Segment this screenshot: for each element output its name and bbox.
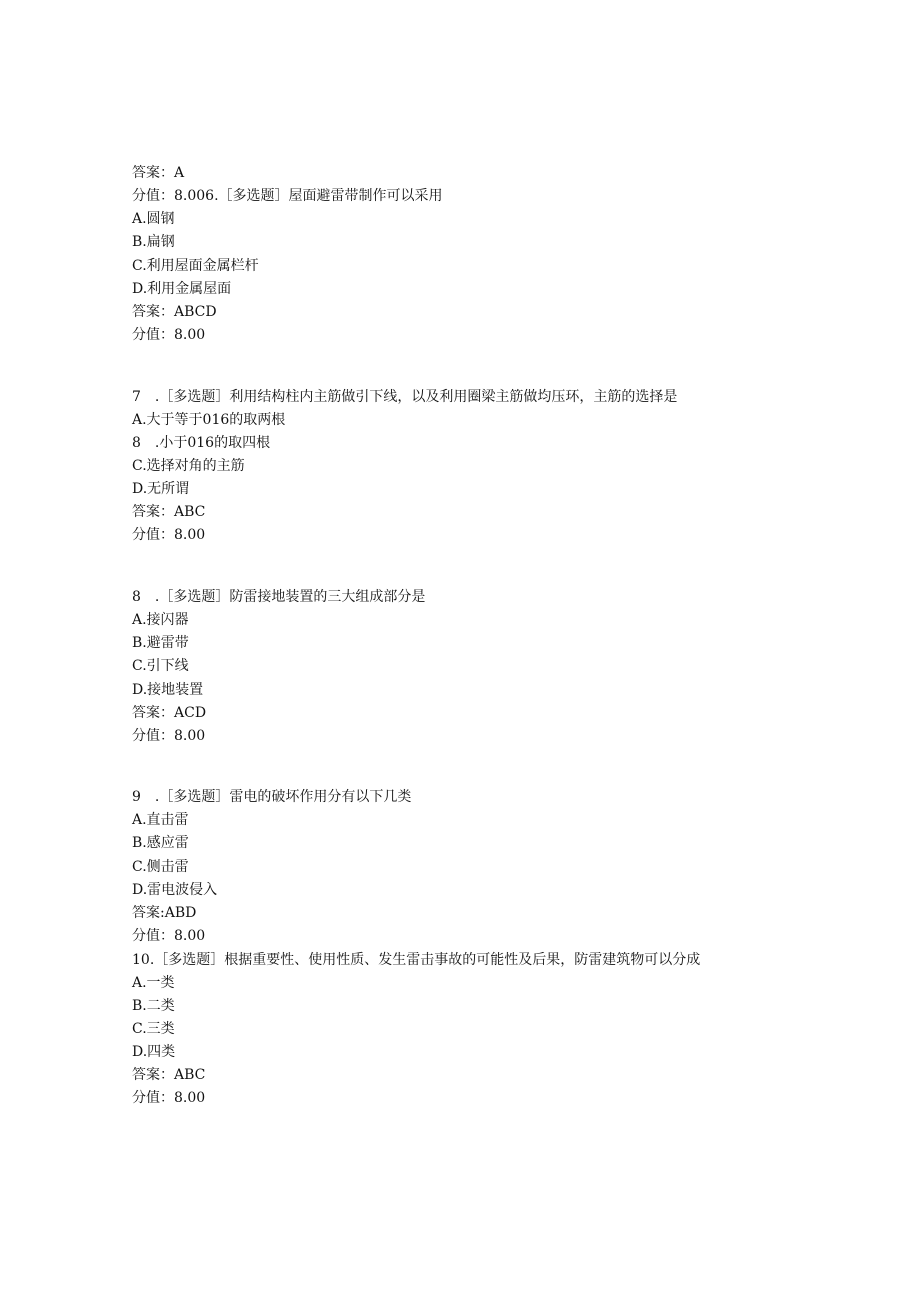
option-line: B.扁钢 (132, 234, 175, 250)
answer-line: 答案:ABD (132, 905, 197, 921)
option-line: A.接闪器 (132, 612, 189, 628)
option-line: C.引下线 (132, 658, 189, 674)
score-line: 分值：8.00 (132, 928, 206, 944)
score-line: 分值：8.00 (132, 728, 206, 744)
option-line: A.圆钢 (132, 211, 175, 227)
option-line: B.避雷带 (132, 635, 189, 651)
option-line: B.二类 (132, 998, 175, 1014)
question-8-line: 8 .［多选题］防雷接地装置的三大组成部分是 (132, 589, 426, 605)
answer-line: 答案：ACD (132, 705, 207, 721)
option-line: C.利用屋面金属栏杆 (132, 258, 259, 274)
option-line: A.一类 (132, 975, 175, 991)
score-line: 分值：8.00 (132, 527, 206, 543)
option-line: 8 .小于016的取四根 (132, 435, 271, 451)
option-line: D.四类 (132, 1044, 176, 1060)
question-10-line: 10.［多选题］根据重要性、使用性质、发生雷击事故的可能性及后果，防雷建筑物可以分成 (132, 952, 701, 968)
option-line: B.感应雷 (132, 835, 189, 851)
score-line: 分值：8.00 (132, 327, 206, 343)
score-and-question-6-line: 分值：8.006.［多选题］屋面避雷带制作可以采用 (132, 188, 443, 204)
score-line: 分值：8.00 (132, 1090, 206, 1106)
option-line: D.雷电波侵入 (132, 882, 218, 898)
option-line: C.侧击雷 (132, 859, 189, 875)
option-line: A.大于等于016的取两根 (132, 412, 286, 428)
answer-line: 答案：ABCD (132, 304, 217, 320)
option-line: D.无所谓 (132, 481, 190, 497)
question-9-line: 9 .［多选题］雷电的破坏作用分有以下几类 (132, 789, 412, 805)
option-line: A.直击雷 (132, 812, 189, 828)
option-line: C.三类 (132, 1021, 175, 1037)
option-line: C.选择对角的主筋 (132, 458, 245, 474)
answer-line: 答案：A (132, 165, 185, 181)
option-line: D.接地装置 (132, 682, 204, 698)
question-7-line: 7 .［多选题］利用结构柱内主筋做引下线，以及利用圈梁主筋做均压环，主筋的选择是 (132, 389, 678, 405)
answer-line: 答案：ABC (132, 1067, 206, 1083)
option-line: D.利用金属屋面 (132, 281, 232, 297)
answer-line: 答案：ABC (132, 504, 206, 520)
